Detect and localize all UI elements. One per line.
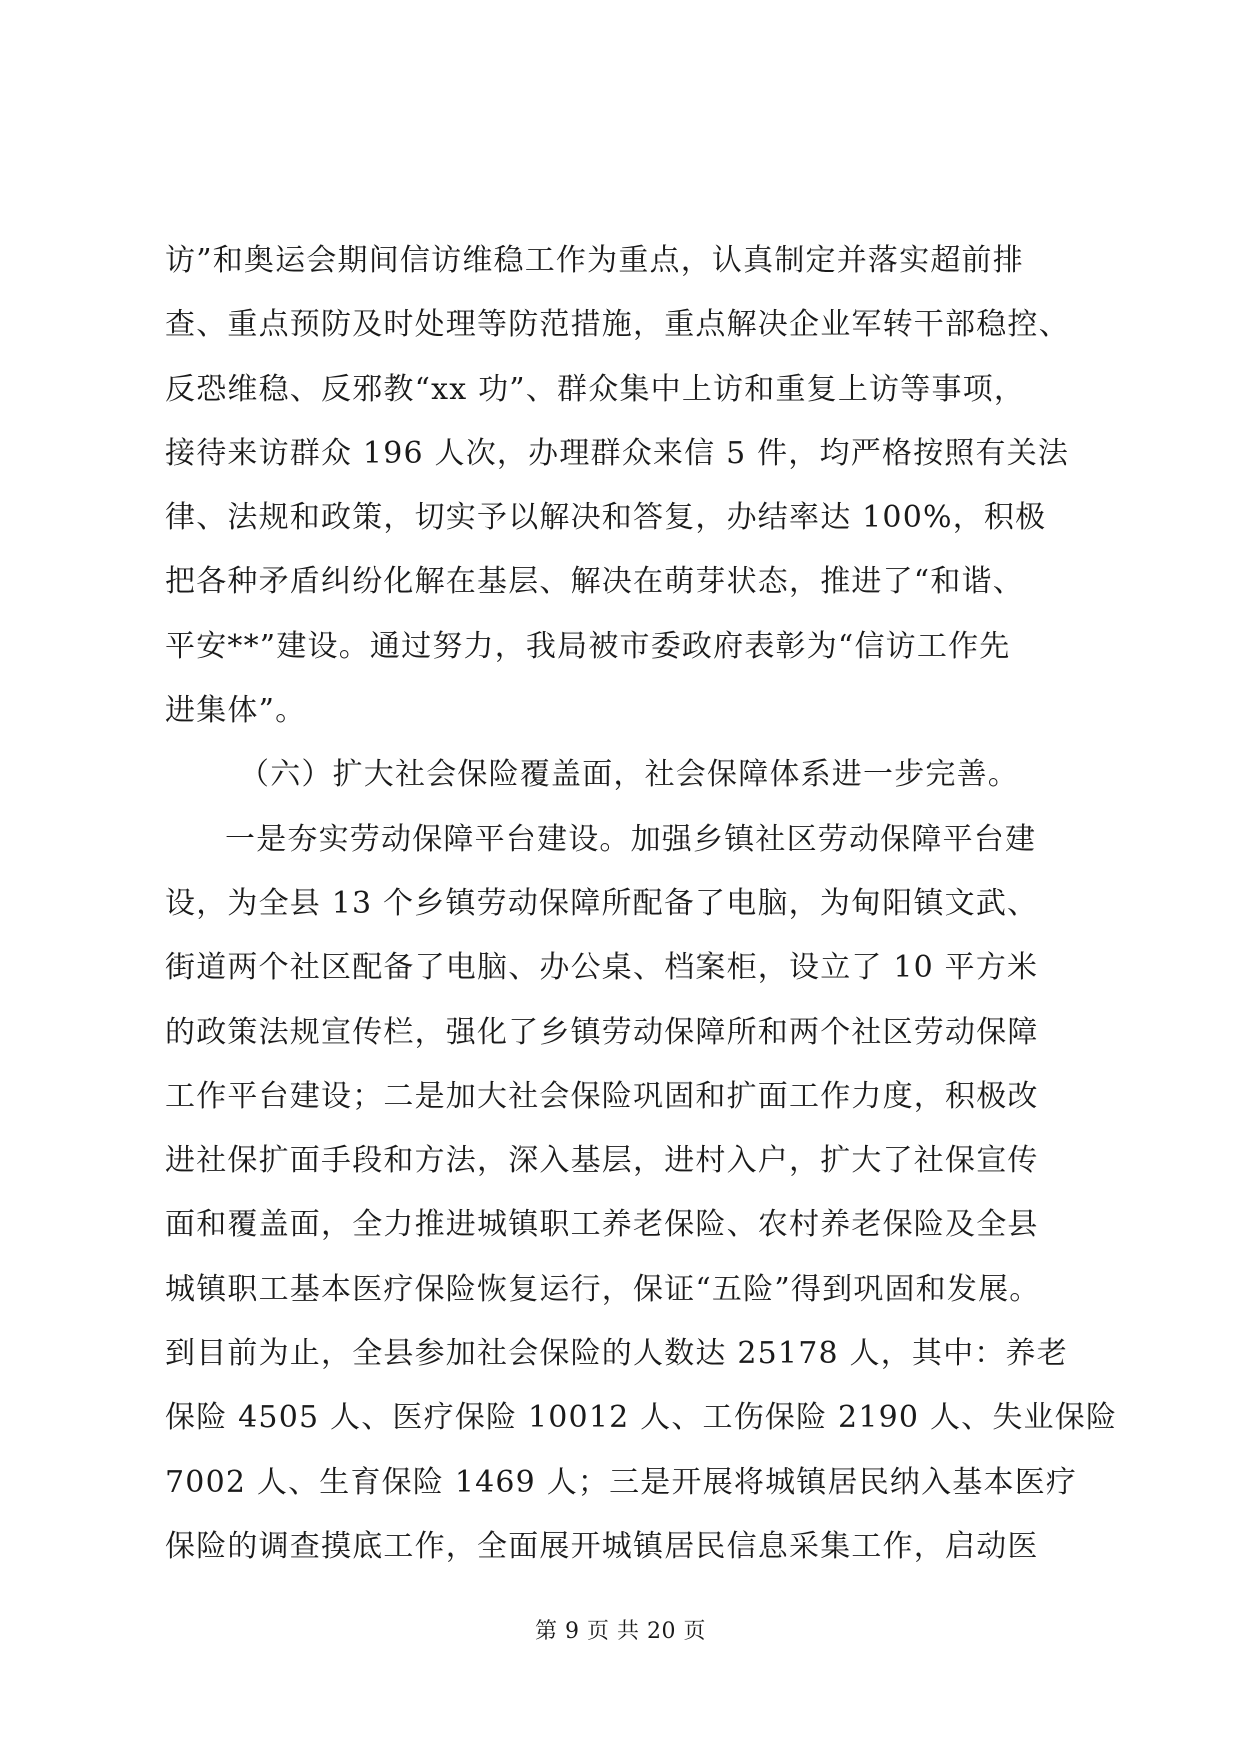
text-line: 查、重点预防及时处理等防范措施，重点解决企业军转干部稳控、 — [165, 307, 1070, 343]
text-line: 保险的调查摸底工作，全面展开城镇居民信息采集工作，启动医 — [165, 1528, 1039, 1564]
document-body — [165, 229, 1118, 1579]
text-line: 平安**”建设。通过努力，我局被市委政府表彰为“信访工作先 — [165, 628, 1011, 664]
text-line: 把各种矛盾纠纷化解在基层、解决在萌芽状态，推进了“和谐、 — [165, 564, 1024, 600]
paragraph-first-line: 一是夯实劳动保障平台建设。加强乡镇社区劳动保障平台建 — [225, 821, 1037, 857]
text-line: 接待来访群众 196 人次，办理群众来信 5 件，均严格按照有关法 — [165, 435, 1070, 471]
text-line: 街道两个社区配备了电脑、办公桌、档案柜，设立了 10 平方米 — [165, 950, 1039, 986]
text-line: 到目前为止，全县参加社会保险的人数达 25178 人，其中：养老 — [165, 1336, 1068, 1372]
text-line: 访”和奥运会期间信访维稳工作为重点，认真制定并落实超前排 — [165, 243, 1024, 278]
text-line: 城镇职工基本医疗保险恢复运行，保证“五险”得到巩固和发展。 — [165, 1271, 1041, 1307]
text-line: 7002 人、生育保险 1469 人；三是开展将城镇居民纳入基本医疗 — [165, 1464, 1078, 1500]
text-line: 律、法规和政策，切实予以解决和答复，办结率达 100%，积极 — [165, 500, 1047, 536]
text-line: 进社保扩面手段和方法，深入基层，进村入户，扩大了社保宣传 — [165, 1143, 1039, 1179]
text-line: 的政策法规宣传栏，强化了乡镇劳动保障所和两个社区劳动保障 — [165, 1014, 1039, 1050]
text-line: 设，为全县 13 个乡镇劳动保障所配备了电脑，为甸阳镇文武、 — [165, 885, 1039, 921]
section-heading: （六）扩大社会保险覆盖面，社会保障体系进一步完善。 — [239, 757, 1019, 793]
page-number-footer: 第 9 页 共 20 页 — [535, 1619, 706, 1644]
text-line: 工作平台建设；二是加大社会保险巩固和扩面工作力度，积极改 — [165, 1078, 1039, 1114]
text-line: 面和覆盖面，全力推进城镇职工养老保险、农村养老保险及全县 — [165, 1207, 1039, 1243]
text-line: 进集体”。 — [165, 693, 307, 729]
text-line: 反恐维稳、反邪教“xx 功”、群众集中上访和重复上访等事项， — [165, 371, 1026, 407]
text-line: 保险 4505 人、医疗保险 10012 人、工伤保险 2190 人、失业保险 — [165, 1400, 1118, 1436]
